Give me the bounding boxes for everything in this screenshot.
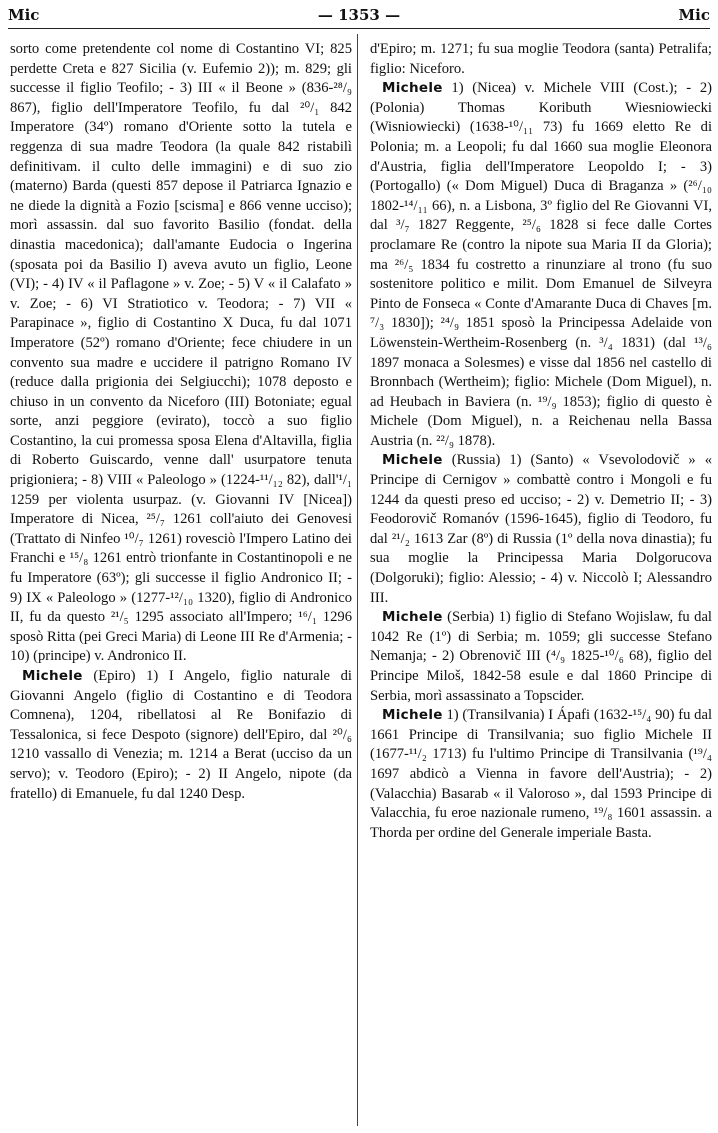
continued-entry-text: sorto come pretendente col nome di Costantino VI; 825 perdette Creta e 827 Sicilia (v. Eufemio 2)); m. 829; gli successe il figlio Teofilo; - 3) III « il Beone » (836-²⁸/₉ 867), figlio dell'Imperatore Teofilo, fu dal ²⁰/₁ 842 Imperatore (34º) romano d'Oriente sotto la tutela e reggenza di sua madre Teodora (la quale 842 ristabilì definitivam. il culto delle immagini) e di suo zio (materno) Barda (questi 857 depose il Patriarca Ignazio e ne diede la dignità a Fozio [scisma] e 866 venne ucciso); morì assassin. dal suo favorito Basilio (fondat. della dinastia macedonica); dall'amante Eudocia o Ingerina (sposata poi da Basilio I) aveva avuto un figlio, Leone (VI); - 4) IV « il Paflagone » v. Zoe; - 5) V « il Calafato » v. Zoe; - 6) VI Stratiotico v. Teodora; - 7) VII « Parapinace », figlio di Costantino X Duca, fu dal 1071 Imperatore (52º) romano d'Oriente; fece chiudere in un convento sua madre e uccidere il patrigno Romano IV (reduce dalla prigionia dei Selgiucchi); 1078 deposto e chiuso in un convento da Niceforo (III) Botoniate; egual sorte, anzi peggiore (evirato), toccò a suo figlio Costantino, la cui promessa sposa Elena d'Altavilla, figlia di Roberto Guiscardo, venne dall' usurpatore tenuta prigioniera; - 8) VIII « Paleologo » (1224-¹¹/₁₂ 82), dall'¹/₁ 1259 per violenta usurpaz. (v. Giovanni IV [Nicea]) Imperatore di Nicea, ²⁵/₇ 1261 coll'aiuto dei Genovesi (Trattato di Ninfeo ¹⁰/₇ 1261) rovesciò l'Impero Latino dei Franchi e ¹⁵/₈ 1261 entrò trionfante in Costantinopoli e ne fu Imperatore (63º); gli successe il figlio Andronico II; - 9) IX « Paleologo » (1277-¹²/₁₀ 1320), figlio di Andronico II, fu da questo ²¹/₅ 1295 associato all'Impero; ¹⁶/₁ 1296 sposò Ritta (pei Greci Maria) di Leone III Re d'Armenia; - 10) (principe) v. Andronico II. xyxy=(10,41,352,665)
page-number: — 1353 — xyxy=(317,6,401,24)
entry-michele-russia xyxy=(370,451,712,608)
entry-headword: Michele xyxy=(382,452,443,469)
entry-michele-epiro xyxy=(10,667,352,804)
entry-text: (Serbia) 1) figlio di Stefano Wojislaw, fu dal 1042 Re (1º) di Serbia; m. 1059; gli successe Stefano Nemanja; - 2) Obrenovič III (⁴/₉ 1825-¹⁰/₆ 68), figlio del Principe Miloš, 1842-58 esule e dal 1860 Principe di Serbia, morì assassinato a Topscider. xyxy=(370,609,712,704)
entry-text: (Russia) 1) (Santo) « Vsevolodovič » « Principe di Cernigov » combattè contro i Mongoli e fu 1244 da questi preso ed ucciso; - 2) v. Demetrio II; - 3) Feodorovič Romanóv (1596-1645), figlio di Teodoro, fu dal ²¹/₂ 1613 Zar (8º) di Russia (1º della nova dinastia); fu sua moglie la Principessa Maria Dolgorucova (Dolgoruki); figlio: Alessio; - 4) v. Niccolò I; Alessandro III. xyxy=(370,452,712,606)
header-left-keyword: Mic xyxy=(8,6,40,24)
entry-michele-nicea-polonia-portogallo xyxy=(370,79,712,451)
header-right-keyword: Mic xyxy=(678,6,710,24)
entry-text: (Epiro) 1) I Angelo, figlio naturale di Giovanni Angelo (figlio di Costantino e di Teodora Comnena), 1204, ribellatosi al Re Bonifazio di Tessalonica, si fece Despoto (signore) dell'Epiro, dal ²⁰/₆ 1210 vassallo di Venezia; m. 1214 a Berat (ucciso da un servo); v. Teodoro (Epiro); - 2) II Angelo, nipote (da fratello) di Emanuele, fu dal 1240 Desp. xyxy=(10,668,352,802)
continued-entry-text: d'Epiro; m. 1271; fu sua moglie Teodora (santa) Petralifa; figlio: Niceforo. xyxy=(370,41,712,77)
entry-headword: Michele xyxy=(382,80,443,97)
entry-michele-transilvania xyxy=(370,706,712,843)
entry-headword: Michele xyxy=(382,707,443,724)
entry-text: 1) (Transilvania) I Ápafi (1632-¹⁵/₄ 90) fu dal 1661 Principe di Transilvania; suo figlio Michele II (1677-¹¹/₂ 1713) fu l'ultimo Principe di Transilvania (¹⁹/₄ 1697 abdicò a Vienna in favore dell'Austria); - 2) (Valacchia) Basarab « il Valoroso », dal 1593 Principe di Valacchia, fu eroe nazionale rumeno, ¹⁹/₈ 1601 assassin. a Thorda per ordine del Generale imperiale Basta. xyxy=(370,707,712,841)
right-column xyxy=(370,40,712,843)
entry-headword: Michele xyxy=(382,609,443,626)
entry-michele-serbia xyxy=(370,608,712,706)
column-divider xyxy=(357,34,358,1126)
entry-headword: Michele xyxy=(22,668,83,684)
left-column xyxy=(10,40,352,804)
page-header xyxy=(8,2,710,29)
entry-text: 1) (Nicea) v. Michele VIII (Cost.); - 2) (Polonia) Thomas Koributh Wiesniowiecki (Wisniowiecki) (1638-¹⁰/₁₁ 73) fu 1669 eletto Re di Polonia; m. a Leopoli; fu dal 1660 sua moglie Eleonora d'Austria, figlia dell'Imperatore Leopoldo I; - 3) (Portogallo) (« Dom Miguel) Duca di Braganza » (²⁶/₁₀ 1802-¹⁴/₁₁ 66), n. a Lisbona, 3º figlio del Re Giovanni VI, dal ³/₇ 1827 Reggente, ²⁵/₆ 1828 si fece dalle Cortes proclamare Re (contro la nipote sua Maria II da Gloria); ma ²⁶/₅ 1834 fu costretto a rinunziare al trono (fu suo sostenitore politico e milit. Dom Emanuel de Silveyra Pinto de Fonseca « Conte d'Amarante Duca di Chaves [m. ⁷/₃ 1830]); ²⁴/₉ 1851 sposò la Principessa Adelaide von Löwenstein-Wertheim-Rosenberg (n. ³/₄ 1831) (dal ¹³/₆ 1897 monaca a Solesmes) e visse dal 1856 nel castello di Bronnbach (Wertheim); figlio: Michele (Dom Miguel), n. ad Heubach in Baviera (n. ¹⁹/₉ 1853); figlio di questo è Michele (Dom Miguel), n. a Reichenau nella Bassa Austria (n. ²²/₉ 1878). xyxy=(370,80,712,449)
